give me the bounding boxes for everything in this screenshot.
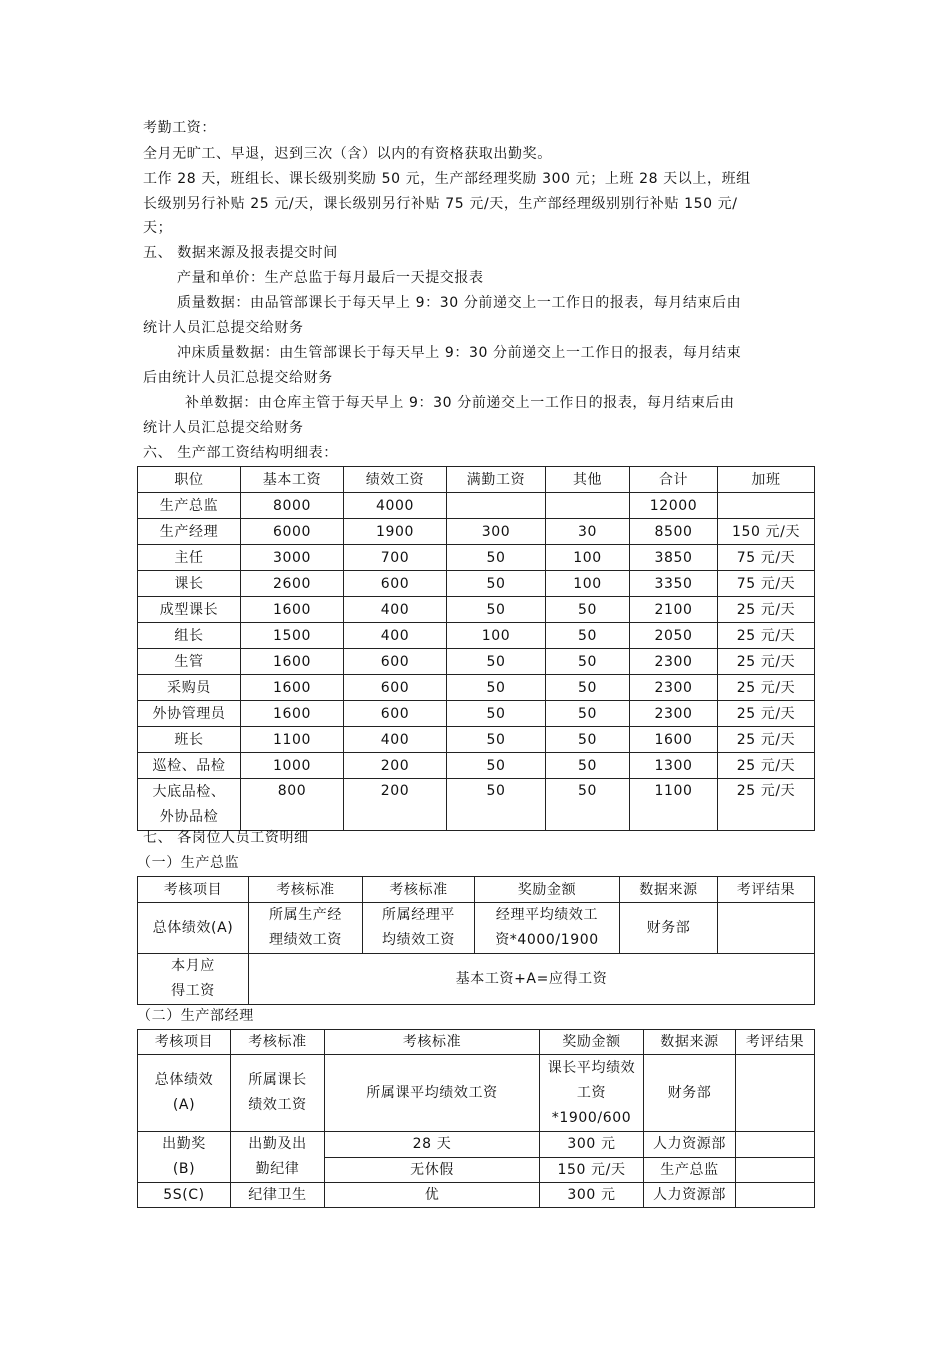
item-cell: 5S(C) <box>138 1183 231 1208</box>
section-7-title: 七、 各岗位人员工资明细 <box>143 830 309 846</box>
table-cell: 50 <box>546 701 630 727</box>
table-row <box>138 954 815 1005</box>
wage-structure-table <box>137 466 815 831</box>
reward-cell: 150 元/天 <box>540 1157 644 1183</box>
table-cell: 50 <box>447 571 546 597</box>
table-row <box>138 519 815 545</box>
table-cell: 2300 <box>630 701 718 727</box>
cell-line: 工资 <box>576 1084 607 1101</box>
table-cell: 1100 <box>241 727 344 753</box>
header-cell: 奖励金额 <box>540 1030 644 1055</box>
table-row <box>138 903 815 954</box>
table-cell: 75 元/天 <box>718 571 815 597</box>
paragraph-line: 质量数据：由品管部课长于每天早上 9：30 分前递交上一工作日的报表，每月结束后由 <box>177 295 742 311</box>
table-cell: 12000 <box>630 493 718 519</box>
table-cell: 50 <box>546 597 630 623</box>
cell-line: *1900/600 <box>551 1109 632 1126</box>
table-cell: 800 <box>241 779 344 831</box>
table-row <box>138 545 815 571</box>
position-cell: 主任 <box>138 545 241 571</box>
table-cell: 2100 <box>630 597 718 623</box>
source-cell: 人力资源部 <box>644 1183 736 1208</box>
item-cell <box>138 954 249 1005</box>
table-cell: 50 <box>447 727 546 753</box>
standard-cell <box>363 903 475 954</box>
table-row <box>138 779 815 831</box>
table-cell <box>718 493 815 519</box>
table-cell: 50 <box>447 649 546 675</box>
table-row <box>138 727 815 753</box>
position-cell: 生产总监 <box>138 493 241 519</box>
result-cell <box>736 1157 815 1183</box>
position-cell: 组长 <box>138 623 241 649</box>
table-cell: 200 <box>344 779 447 831</box>
table-cell: 50 <box>546 753 630 779</box>
table-cell: 50 <box>447 753 546 779</box>
header-cell: 考评结果 <box>718 877 815 903</box>
table-cell: 700 <box>344 545 447 571</box>
source-cell: 财务部 <box>620 903 718 954</box>
cell-line: 绩效工资 <box>248 1097 307 1113</box>
table-cell: 25 元/天 <box>718 779 815 831</box>
table-cell: 100 <box>447 623 546 649</box>
table-cell: 30 <box>546 519 630 545</box>
table-cell: 200 <box>344 753 447 779</box>
table-cell: 25 元/天 <box>718 727 815 753</box>
table-cell: 50 <box>447 701 546 727</box>
header-cell: 考核标准 <box>363 877 475 903</box>
table-cell <box>546 493 630 519</box>
table-cell: 50 <box>546 727 630 753</box>
cell-line: 所属经理平 <box>382 907 455 923</box>
intro-line: 长级别另行补贴 25 元/天，课长级别另行补贴 75 元/天，生产部经理级别别行补贴 150 元/ <box>143 196 738 212</box>
position-line: 大底品检、 <box>152 783 226 800</box>
cell-line: 所属生产经 <box>269 907 342 923</box>
table-cell: 25 元/天 <box>718 597 815 623</box>
table-cell: 6000 <box>241 519 344 545</box>
table-cell: 1600 <box>630 727 718 753</box>
table-cell: 400 <box>344 597 447 623</box>
table-cell: 50 <box>546 649 630 675</box>
cell-line: 所属课长 <box>248 1072 307 1088</box>
table-cell: 50 <box>546 623 630 649</box>
header-cell: 加班 <box>718 467 815 493</box>
table-cell: 1500 <box>241 623 344 649</box>
table-cell <box>447 493 546 519</box>
table-cell: 50 <box>447 675 546 701</box>
table-row <box>138 1132 815 1158</box>
table-cell: 3350 <box>630 571 718 597</box>
header-cell: 考核标准 <box>231 1030 325 1055</box>
table-cell: 3850 <box>630 545 718 571</box>
table-cell: 25 元/天 <box>718 675 815 701</box>
table-cell: 8500 <box>630 519 718 545</box>
header-cell: 满勤工资 <box>447 467 546 493</box>
header-cell: 考核标准 <box>249 877 363 903</box>
table-cell: 1300 <box>630 753 718 779</box>
header-cell: 职位 <box>138 467 241 493</box>
header-cell: 考核项目 <box>138 877 249 903</box>
cell-line: 理绩效工资 <box>269 932 342 948</box>
position-cell: 生产经理 <box>138 519 241 545</box>
paragraph-line: 冲床质量数据：由生管部课长于每天早上 9：30 分前递交上一工作日的报表，每月结束 <box>177 345 742 361</box>
table-cell: 50 <box>447 779 546 831</box>
header-cell: 考评结果 <box>736 1030 815 1055</box>
table-cell: 1100 <box>630 779 718 831</box>
table-cell: 3000 <box>241 545 344 571</box>
paragraph-line: 产量和单价：生产总监于每月最后一天提交报表 <box>177 270 484 286</box>
source-cell: 人力资源部 <box>644 1132 736 1158</box>
table-cell: 600 <box>344 571 447 597</box>
cell-line: 总体绩效 <box>154 1072 214 1088</box>
table-cell: 400 <box>344 623 447 649</box>
source-cell: 财务部 <box>644 1055 736 1132</box>
intro-line: 工作 28 天，班组长、课长级别奖励 50 元，生产部经理奖励 300 元；上班 28 天以上，班组 <box>143 171 751 187</box>
table-cell: 25 元/天 <box>718 701 815 727</box>
table-cell: 2300 <box>630 649 718 675</box>
table-cell: 75 元/天 <box>718 545 815 571</box>
table-row <box>138 675 815 701</box>
table-cell: 2600 <box>241 571 344 597</box>
table-row <box>138 597 815 623</box>
cell-line: 出勤奖 <box>162 1136 206 1152</box>
table-row <box>138 493 815 519</box>
header-cell: 其他 <box>546 467 630 493</box>
position-cell: 课长 <box>138 571 241 597</box>
table-cell: 8000 <box>241 493 344 519</box>
table-cell: 25 元/天 <box>718 753 815 779</box>
result-cell <box>736 1183 815 1208</box>
table-cell: 600 <box>344 649 447 675</box>
header-cell: 绩效工资 <box>344 467 447 493</box>
table-header-row <box>138 877 815 903</box>
standard-cell: 无休假 <box>325 1157 540 1183</box>
table-row <box>138 623 815 649</box>
table-cell: 150 元/天 <box>718 519 815 545</box>
position-cell: 生管 <box>138 649 241 675</box>
position-cell: 外协管理员 <box>138 701 241 727</box>
standard-cell <box>249 903 363 954</box>
table-cell: 600 <box>344 675 447 701</box>
header-cell: 基本工资 <box>241 467 344 493</box>
reward-cell: 300 元 <box>540 1183 644 1208</box>
table-cell: 50 <box>546 675 630 701</box>
table-cell: 100 <box>546 545 630 571</box>
result-cell <box>736 1055 815 1132</box>
item-cell <box>138 1132 231 1183</box>
item-cell <box>138 1055 231 1132</box>
standard-cell: 优 <box>325 1183 540 1208</box>
reward-cell: 300 元 <box>540 1132 644 1158</box>
attendance-wage-heading: 考勤工资： <box>143 120 216 136</box>
standard-cell <box>231 1132 325 1183</box>
table-cell: 1600 <box>241 675 344 701</box>
table-row <box>138 701 815 727</box>
table-cell: 1000 <box>241 753 344 779</box>
formula-cell: 基本工资+A=应得工资 <box>249 954 815 1005</box>
cell-line: (B) <box>172 1161 196 1177</box>
cell-line: 得工资 <box>171 983 215 999</box>
table-row <box>138 753 815 779</box>
table-cell: 600 <box>344 701 447 727</box>
subsection-title: （一）生产总监 <box>137 855 240 871</box>
reward-cell <box>475 903 620 954</box>
header-cell: 考核项目 <box>138 1030 231 1055</box>
standard-cell: 所属课平均绩效工资 <box>325 1055 540 1132</box>
table-cell: 1600 <box>241 701 344 727</box>
table-cell: 100 <box>546 571 630 597</box>
source-cell: 生产总监 <box>644 1157 736 1183</box>
item-cell: 总体绩效(A) <box>138 903 249 954</box>
position-cell: 班长 <box>138 727 241 753</box>
table-row <box>138 1055 815 1132</box>
position-cell: 巡检、品检 <box>138 753 241 779</box>
table-cell: 50 <box>447 545 546 571</box>
header-cell: 数据来源 <box>620 877 718 903</box>
table-cell: 300 <box>447 519 546 545</box>
table-cell: 25 元/天 <box>718 649 815 675</box>
table-row <box>138 1183 815 1208</box>
table-cell: 1600 <box>241 597 344 623</box>
cell-line: 本月应 <box>171 958 215 974</box>
table-cell: 25 元/天 <box>718 623 815 649</box>
header-cell: 数据来源 <box>644 1030 736 1055</box>
paragraph-line: 统计人员汇总提交给财务 <box>143 420 304 436</box>
standard-cell <box>231 1055 325 1132</box>
intro-line: 全月无旷工、早退，迟到三次（含）以内的有资格获取出勤奖。 <box>143 146 552 162</box>
table-cell: 1600 <box>241 649 344 675</box>
subsection-title: （二）生产部经理 <box>137 1008 254 1024</box>
standard-cell: 纪律卫生 <box>231 1183 325 1208</box>
cell-line: 勤纪律 <box>255 1161 300 1177</box>
cell-line: 出勤及出 <box>248 1136 307 1152</box>
section-6-title: 六、 生产部工资结构明细表： <box>143 445 338 461</box>
table-row <box>138 571 815 597</box>
table-header-row <box>138 1030 815 1055</box>
paragraph-line: 补单数据：由仓库主管于每天早上 9：30 分前递交上一工作日的报表，每月结束后由 <box>185 395 735 411</box>
director-assessment-table <box>137 876 815 1005</box>
section-5-title: 五、 数据来源及报表提交时间 <box>143 245 338 261</box>
cell-line: 均绩效工资 <box>382 932 455 948</box>
manager-assessment-table <box>137 1029 815 1208</box>
position-cell: 成型课长 <box>138 597 241 623</box>
standard-cell: 28 天 <box>325 1132 540 1158</box>
table-cell: 2050 <box>630 623 718 649</box>
result-cell <box>736 1132 815 1158</box>
intro-line: 天； <box>143 220 173 236</box>
paragraph-line: 统计人员汇总提交给财务 <box>143 320 304 336</box>
cell-line: 资*4000/1900 <box>495 932 599 948</box>
reward-cell <box>540 1055 644 1132</box>
table-cell: 1900 <box>344 519 447 545</box>
table-cell: 400 <box>344 727 447 753</box>
header-cell: 考核标准 <box>325 1030 540 1055</box>
table-header-row <box>138 467 815 493</box>
cell-line: 课长平均绩效 <box>547 1059 636 1076</box>
table-row <box>138 649 815 675</box>
cell-line: (A) <box>172 1097 196 1113</box>
header-cell: 合计 <box>630 467 718 493</box>
position-cell <box>138 779 241 831</box>
position-cell: 采购员 <box>138 675 241 701</box>
paragraph-line: 后由统计人员汇总提交给财务 <box>143 370 333 386</box>
table-cell: 2300 <box>630 675 718 701</box>
table-cell: 50 <box>546 779 630 831</box>
position-line: 外协品检 <box>159 808 219 825</box>
cell-line: 经理平均绩效工 <box>495 907 599 923</box>
result-cell <box>718 903 815 954</box>
table-cell: 4000 <box>344 493 447 519</box>
table-cell: 50 <box>447 597 546 623</box>
header-cell: 奖励金额 <box>475 877 620 903</box>
